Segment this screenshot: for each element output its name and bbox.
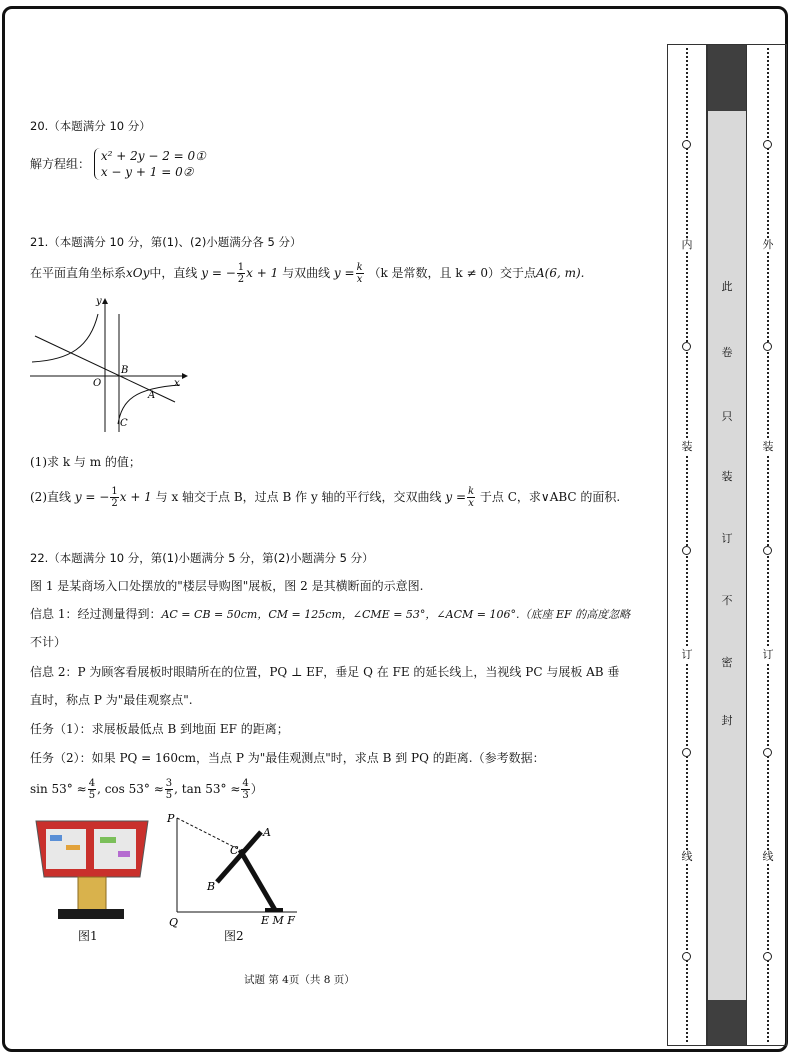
q22-task2: 任务（2）：如果 PQ = 160cm，当点 P 为"最佳观测点"时，求点 B 到 PQ 的距离.（参考数据： xyxy=(30,751,545,765)
seal-char: 卷 xyxy=(721,346,733,359)
q21-graph xyxy=(30,292,190,442)
q20-eq1: x² + 2y − 2 = 0① xyxy=(100,149,206,163)
graph-label-y: y xyxy=(96,296,102,307)
fig2-label-c: C xyxy=(230,844,239,857)
q21-line-frac xyxy=(237,262,245,285)
graph-label-c: C xyxy=(120,418,128,429)
outer-char-wai: 外 xyxy=(762,238,774,251)
binding-strip-top-block xyxy=(708,45,746,111)
board-map-block xyxy=(118,851,130,857)
q20-eq2: x − y + 1 = 0② xyxy=(100,165,194,179)
q22-ref-sin-num: 4 xyxy=(88,778,96,789)
q21-part2-line-frac xyxy=(110,486,118,509)
fig2-label-p: P xyxy=(167,812,175,825)
board-map-block xyxy=(100,837,116,843)
q22-figure2-caption: 图2 xyxy=(224,929,244,943)
outer-circle-marker xyxy=(763,952,772,961)
outer-circle-marker xyxy=(763,342,772,351)
q22-heading: 22.（本题满分 10 分，第(1)小题满分 5 分，第(2)小题满分 5 分） xyxy=(30,551,374,565)
q20-equations xyxy=(94,148,206,180)
board-map-block xyxy=(66,845,80,850)
outer-char-ding: 订 xyxy=(762,648,774,661)
q21-part2-hyp-lhs: y = xyxy=(445,490,467,504)
q22-task1: 任务（1）：求展板最低点 B 到地面 EF 的距离； xyxy=(30,722,289,736)
q22-info2-a: 信息 2：P 为顾客看展板时眼睛所在的位置，PQ ⊥ EF，垂足 Q 在 FE 的延长线上，当视线 PC 与展板 AB 垂 xyxy=(30,665,620,679)
inner-circle-marker xyxy=(682,748,691,757)
outer-circle-marker xyxy=(763,546,772,555)
q21-part2-hyp-num: k xyxy=(468,486,475,497)
q21-intro-a: 在平面直角坐标系 xyxy=(30,266,127,280)
q21-intro xyxy=(30,262,584,285)
outer-char-xian: 线 xyxy=(762,850,774,863)
q20-heading: 20.（本题满分 10 分） xyxy=(30,119,151,133)
inner-circle-marker xyxy=(682,342,691,351)
q22-ref-tan-num: 4 xyxy=(242,778,249,789)
q22-figure1-board-photo xyxy=(30,815,155,925)
board-base xyxy=(58,909,124,919)
inner-circle-marker xyxy=(682,952,691,961)
q22-ref-sin-frac xyxy=(88,778,96,801)
q22-ref-tan: , tan 53° ≈ xyxy=(174,782,241,796)
fig2-label-a: A xyxy=(263,826,271,839)
q21-hyp-den: x xyxy=(356,274,363,285)
seal-char: 只 xyxy=(721,410,733,423)
q22-info1-a: 信息 1：经过测量得到： xyxy=(30,607,162,621)
seal-char: 装 xyxy=(721,470,733,483)
q20-system xyxy=(30,148,206,180)
fig2-label-q: Q xyxy=(169,916,179,929)
q21-hyp-frac xyxy=(356,262,364,285)
board-right-map xyxy=(94,829,136,869)
q21-part2-line-lhs: y = − xyxy=(74,490,110,504)
inner-char-nei: 内 xyxy=(681,238,693,251)
q22-ref-sin-den: 5 xyxy=(88,790,96,801)
q21-hyp-num: k xyxy=(356,262,363,273)
q21-intro-c: 与双曲线 xyxy=(282,266,331,280)
inner-char-ding: 订 xyxy=(681,648,693,661)
q22-ref-cos-frac xyxy=(165,778,173,801)
x-axis-arrow xyxy=(182,373,188,379)
q21-part1: (1)求 k 与 m 的值； xyxy=(30,455,141,469)
inner-char-xian: 线 xyxy=(681,850,693,863)
graph-label-x: x xyxy=(174,378,180,389)
q22-line1: 图 1 是某商场入口处摆放的"楼层导购图"展板，图 2 是其横断面的示意图. xyxy=(30,579,424,593)
q21-intro-b: 中，直线 xyxy=(149,266,198,280)
q22-figure2-diagram xyxy=(165,810,305,930)
q21-intro-xoy: xOy xyxy=(126,266,150,280)
board-stand xyxy=(78,877,106,911)
q22-figure1-caption: 图1 xyxy=(78,929,98,943)
q21-part2 xyxy=(30,486,620,509)
q22-ref-cos: , cos 53° ≈ xyxy=(97,782,164,796)
q21-intro-d: （k 是常数，且 k ≠ 0）交于点 xyxy=(368,266,536,280)
graph-label-b: B xyxy=(121,365,129,376)
inner-circle-marker xyxy=(682,140,691,149)
q20-prompt: 解方程组： xyxy=(30,157,91,171)
q21-part2-line-num: 1 xyxy=(111,486,118,497)
q21-line-num: 1 xyxy=(237,262,245,273)
board-map-block xyxy=(50,835,62,841)
inner-dotted-line xyxy=(686,48,688,1042)
q21-part2-line-rhs: x + 1 xyxy=(119,490,152,504)
q22-ref-cos-num: 3 xyxy=(165,778,173,789)
q21-part2-a: (2)直线 xyxy=(30,490,71,504)
q21-part2-hyp-frac xyxy=(467,486,475,509)
outer-circle-marker xyxy=(763,140,772,149)
fig2-label-emf: E M F xyxy=(261,914,295,927)
q22-info1 xyxy=(30,606,630,623)
binding-strip-bottom-block xyxy=(708,1000,746,1045)
q21-heading: 21.（本题满分 10 分，第(1)、(2)小题满分各 5 分） xyxy=(30,235,302,249)
q21-line-den: 2 xyxy=(237,274,245,285)
hyperbola-left-branch xyxy=(32,314,98,362)
inner-char-zhuang: 装 xyxy=(681,440,693,453)
q22-info1-b: AC = CB = 50cm，CM = 125cm，∠CME = 53°，∠ACM = 106°.（底座 EF 的高度忽略 xyxy=(161,608,631,621)
seal-char: 订 xyxy=(721,532,733,545)
q21-intro-point: A(6, m). xyxy=(535,266,585,280)
page-footer: 试题 第 4页（共 8 页） xyxy=(244,974,355,986)
q21-line-lhs: y = − xyxy=(201,266,236,280)
q21-hyp-lhs: y = xyxy=(333,266,355,280)
q22-ref-end: ） xyxy=(250,782,263,796)
base-ef xyxy=(265,908,283,912)
q21-part2-b: 与 x 轴交于点 B，过点 B 作 y 轴的平行线，交双曲线 xyxy=(155,490,442,504)
inner-circle-marker xyxy=(682,546,691,555)
support-cm xyxy=(240,850,275,910)
q22-ref-tan-den: 3 xyxy=(242,790,249,801)
fig2-label-b: B xyxy=(207,880,216,893)
seal-char: 密 xyxy=(721,656,733,669)
outer-circle-marker xyxy=(763,748,772,757)
seal-char: 封 xyxy=(721,714,733,727)
outer-dotted-line xyxy=(767,48,769,1042)
q21-part2-hyp-den: x xyxy=(468,498,474,509)
q22-ref-sin: sin 53° ≈ xyxy=(30,782,87,796)
graph-label-o: O xyxy=(93,378,102,389)
outer-char-zhuang: 装 xyxy=(762,440,774,453)
q22-info1-c: 不计） xyxy=(30,635,67,649)
seal-char: 此 xyxy=(721,280,733,293)
q21-line-rhs: x + 1 xyxy=(246,266,279,280)
q21-part2-c: 于点 C，求∨ABC 的面积. xyxy=(479,490,621,504)
graph-label-a: A xyxy=(148,390,156,401)
seal-char: 不 xyxy=(721,594,733,607)
q22-ref-tan-frac xyxy=(241,778,249,801)
y-axis-arrow xyxy=(102,298,108,304)
q21-part2-line-den: 2 xyxy=(111,498,118,509)
q22-ref-cos-den: 5 xyxy=(165,790,173,801)
q22-ref-data xyxy=(30,778,263,801)
q22-info2-b: 直时，称点 P 为"最佳观察点". xyxy=(30,693,193,707)
